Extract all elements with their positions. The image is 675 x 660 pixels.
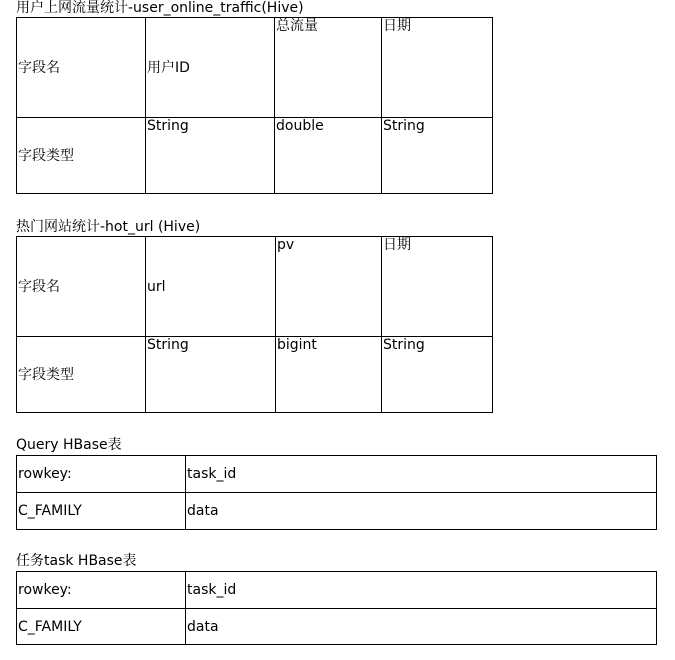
table-cell: 日期 [382, 237, 493, 337]
table-cell: C_FAMILY [17, 609, 186, 645]
table-row [17, 609, 657, 645]
table-cell: double [275, 118, 382, 194]
table-cell: url [146, 237, 276, 337]
table-row [17, 237, 493, 337]
table-cell: String [146, 118, 275, 194]
table-cell: 字段名 [17, 237, 146, 337]
table-row [17, 572, 657, 609]
table-cell: 字段名 [17, 18, 146, 118]
table-caption-hot-url: 热门网站统计-hot_url (Hive) [16, 219, 201, 235]
table-cell: String [382, 337, 493, 413]
table-cell: rowkey: [17, 572, 186, 609]
table-cell: C_FAMILY [17, 493, 186, 530]
table-caption-task-hbase: 任务task HBase表 [16, 553, 137, 569]
user-online-traffic-table [16, 17, 493, 194]
table-cell: rowkey: [17, 456, 186, 493]
table-caption-user-online-traffic: 用户上网流量统计-user_online_traffic(Hive) [16, 0, 304, 16]
table-cell: 字段类型 [17, 118, 146, 194]
table-row [17, 456, 657, 493]
table-row [17, 118, 493, 194]
table-cell: 字段类型 [17, 337, 146, 413]
query-hbase-table [16, 455, 657, 530]
table-cell: bigint [276, 337, 382, 413]
table-row [17, 493, 657, 530]
table-cell: task_id [186, 456, 657, 493]
table-cell: task_id [186, 572, 657, 609]
table-cell: 总流量 [275, 18, 382, 118]
table-cell: 用户ID [146, 18, 275, 118]
table-caption-query-hbase: Query HBase表 [16, 437, 122, 453]
table-cell: String [146, 337, 276, 413]
table-row [17, 337, 493, 413]
table-cell: 日期 [382, 18, 493, 118]
task-hbase-table [16, 571, 657, 645]
hot-url-table [16, 236, 493, 413]
table-cell: String [382, 118, 493, 194]
table-row [17, 18, 493, 118]
table-cell: data [186, 609, 657, 645]
table-cell: data [186, 493, 657, 530]
table-cell: pv [276, 237, 382, 337]
